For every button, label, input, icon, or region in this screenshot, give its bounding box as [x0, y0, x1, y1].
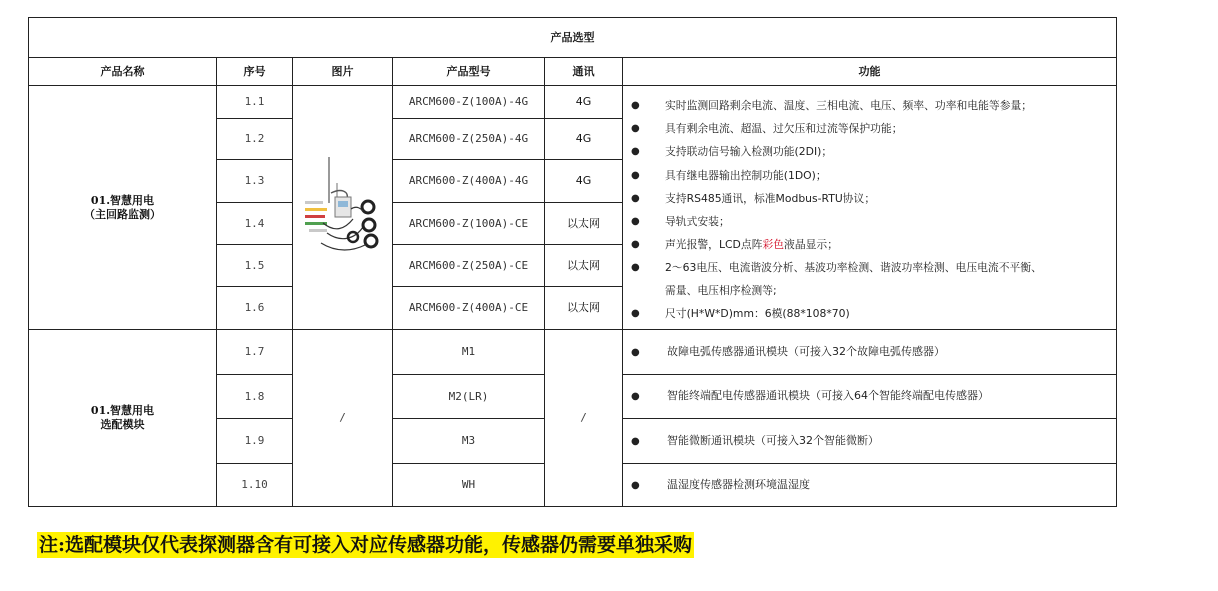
bullet-icon: ●: [631, 262, 640, 274]
serial-no: 1.9: [217, 419, 293, 464]
serial-no: 1.8: [217, 375, 293, 419]
group2-communication-placeholder: /: [545, 330, 623, 507]
feature-item: ● 实时监测回路剩余电流、温度、三相电流、电压、频率、功率和电能等参量；: [631, 94, 1112, 117]
communication: 4G: [545, 160, 623, 203]
bullet-icon: ●: [631, 216, 640, 228]
group2-name-line2: 选配模块: [100, 418, 145, 431]
model: ARCM600-Z(400A)-4G: [393, 160, 545, 203]
product-picture: [293, 86, 393, 330]
group1-feature-list: [623, 86, 1117, 330]
communication: 以太网: [545, 287, 623, 330]
bullet-icon: ●: [631, 169, 640, 181]
header-model: 产品型号: [393, 58, 545, 86]
model: M3: [393, 419, 545, 464]
serial-no: 1.2: [217, 119, 293, 160]
bullet-icon: ●: [631, 146, 640, 158]
bullet-icon: ●: [631, 435, 640, 447]
arcm600-device-image: [301, 153, 385, 263]
bullet-icon: ●: [631, 123, 640, 135]
feature-item: ● 2～63电压、电流谐波分析、基波功率检测、谐波功率检测、电压电流不平衡、 需量、电压相序检测等;: [631, 256, 1112, 302]
model: M1: [393, 330, 545, 375]
group2-picture-placeholder: /: [293, 330, 393, 507]
model: ARCM600-Z(400A)-CE: [393, 287, 545, 330]
module-feature: ● 智能微断通讯模块（可接入32个智能微断）: [623, 419, 1117, 464]
model: WH: [393, 464, 545, 507]
group2-name-line1: 01.智慧用电: [90, 404, 155, 417]
header-communication: 通讯: [545, 58, 623, 86]
group2-product-name: [29, 330, 217, 507]
serial-no: 1.3: [217, 160, 293, 203]
model: ARCM600-Z(100A)-4G: [393, 86, 545, 119]
table-row: [29, 86, 1117, 119]
table-row: [29, 330, 1117, 375]
header-picture: 图片: [293, 58, 393, 86]
group1-product-name: [29, 86, 217, 330]
header-serial-no: 序号: [217, 58, 293, 86]
feature-item: ● 导轨式安装；: [631, 210, 1112, 233]
model: ARCM600-Z(250A)-CE: [393, 245, 545, 287]
group1-name-line1: 01.智慧用电: [90, 193, 155, 207]
model: M2(LR): [393, 375, 545, 419]
communication: 以太网: [545, 245, 623, 287]
bullet-icon: ●: [631, 192, 640, 204]
serial-no: 1.1: [217, 86, 293, 119]
feature-item: ● 支持联动信号输入检测功能(2DI)；: [631, 140, 1112, 163]
communication: 4G: [545, 119, 623, 160]
serial-no: 1.4: [217, 203, 293, 245]
module-feature: ● 温湿度传感器检测环境温湿度: [623, 464, 1117, 507]
bullet-icon: ●: [631, 391, 640, 402]
feature-item: ● 尺寸(H*W*D)mm：6模(88*108*70): [631, 302, 1112, 325]
model: ARCM600-Z(100A)-CE: [393, 203, 545, 245]
feature-item: ● 声光报警，LCD点阵彩色液晶显示；: [631, 233, 1112, 256]
header-function: 功能: [623, 58, 1117, 86]
highlight-text: 彩色: [762, 238, 785, 252]
communication: 以太网: [545, 203, 623, 245]
product-selection-table: [28, 17, 1117, 507]
serial-no: 1.6: [217, 287, 293, 330]
serial-no: 1.7: [217, 330, 293, 375]
bullet-icon: ●: [631, 346, 640, 358]
bullet-icon: ●: [631, 308, 640, 320]
feature-item: ● 具有剩余电流、超温、过欠压和过流等保护功能；: [631, 117, 1112, 140]
bullet-icon: ●: [631, 100, 640, 111]
header-product-name: 产品名称: [29, 58, 217, 86]
group1-name-line2: （主回路监测）: [84, 207, 161, 221]
footnote: 注:选配模块仅代表探测器含有可接入对应传感器功能，传感器仍需要单独采购: [39, 534, 693, 556]
bullet-icon: ●: [631, 239, 640, 251]
module-feature: ● 智能终端配电传感器通讯模块（可接入64个智能终端配电传感器）: [623, 375, 1117, 419]
model: ARCM600-Z(250A)-4G: [393, 119, 545, 160]
communication: 4G: [545, 86, 623, 119]
feature-item: ● 具有继电器输出控制功能(1DO)；: [631, 164, 1112, 187]
serial-no: 1.5: [217, 245, 293, 287]
module-feature: ● 故障电弧传感器通讯模块（可接入32个故障电弧传感器）: [623, 330, 1117, 375]
bullet-icon: ●: [631, 479, 640, 491]
table-title: 产品选型: [29, 18, 1117, 58]
feature-item: ● 支持RS485通讯，标准Modbus-RTU协议；: [631, 187, 1112, 210]
serial-no: 1.10: [217, 464, 293, 507]
